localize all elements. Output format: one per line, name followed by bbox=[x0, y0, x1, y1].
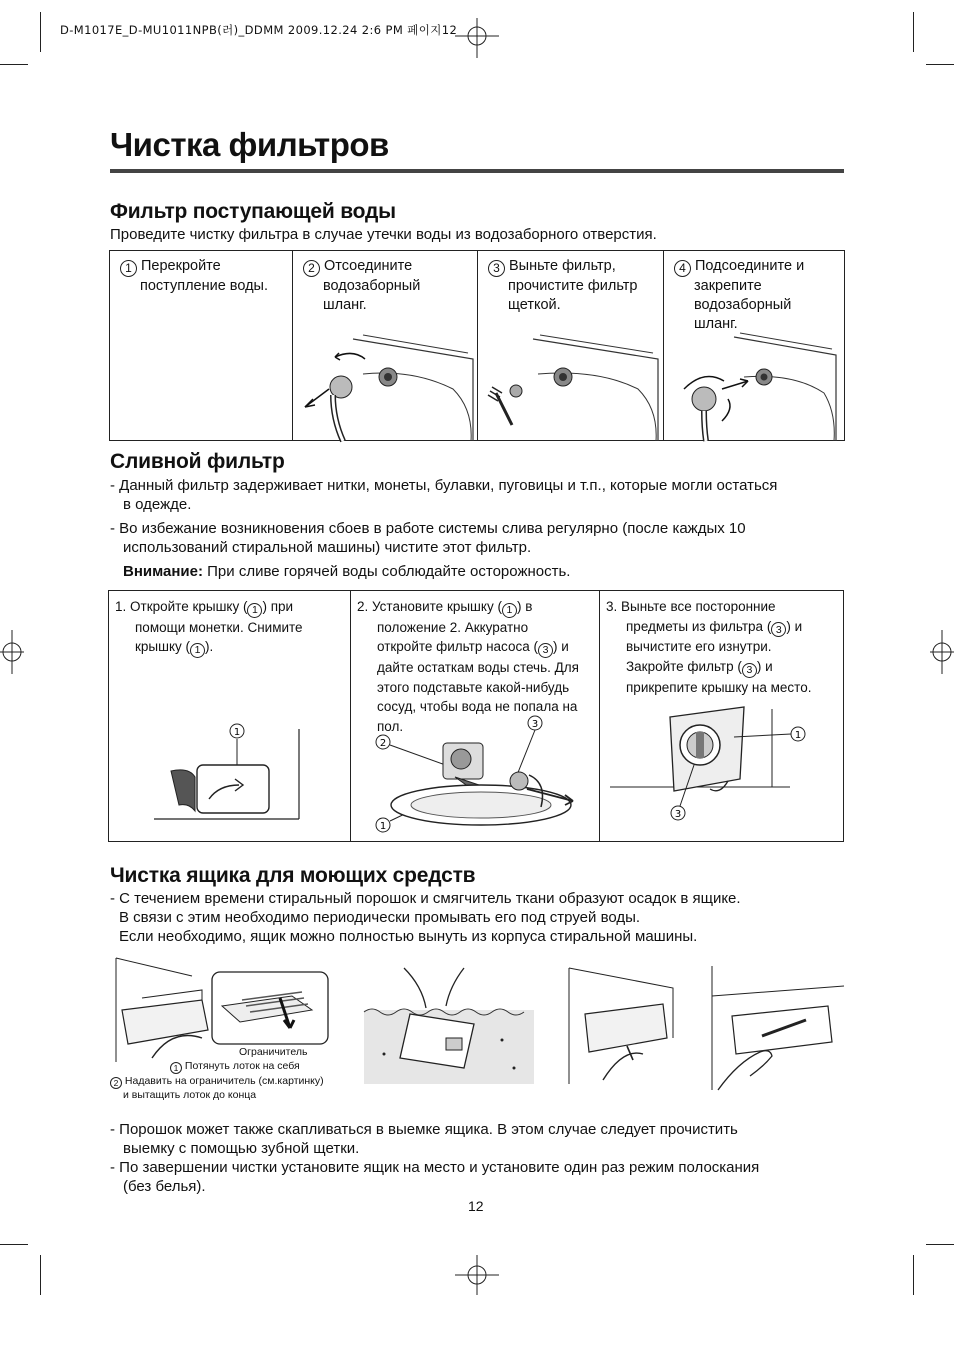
inlet-step-3 bbox=[478, 251, 664, 440]
caption-text: и вытащить лоток до конца bbox=[123, 1089, 257, 1102]
svg-text:1: 1 bbox=[233, 727, 241, 738]
hose-reconnect-illustration bbox=[664, 329, 844, 441]
svg-text:2: 2 bbox=[379, 738, 387, 749]
registration-mark-icon bbox=[930, 630, 954, 674]
step-text: прочистите фильтр bbox=[508, 277, 638, 294]
open-cover-illustration bbox=[109, 719, 351, 841]
drawer-brush-illustration bbox=[708, 966, 844, 1090]
clean-filter-illustration bbox=[600, 699, 843, 843]
hose-disconnect-illustration bbox=[293, 329, 478, 441]
caption-press-limiter bbox=[110, 1075, 324, 1102]
step-text: крышку ( bbox=[135, 639, 191, 655]
inlet-step-2 bbox=[293, 251, 478, 440]
registration-mark-icon bbox=[0, 630, 24, 674]
body-text: (без белья). bbox=[123, 1178, 206, 1195]
inlet-filter-intro: Проведите чистку фильтра в случае утечки воды из водозаборного отверстия. bbox=[110, 226, 657, 243]
page-number: 12 bbox=[468, 1198, 484, 1214]
crop-mark bbox=[913, 12, 914, 52]
inlet-steps-table bbox=[109, 250, 845, 441]
marker: 1 bbox=[170, 1062, 182, 1074]
step-text: Подсоедините и bbox=[695, 258, 805, 274]
drain-step-1 bbox=[109, 591, 351, 841]
caution-label: Внимание: bbox=[123, 563, 203, 580]
step-text: предметы из фильтра ( bbox=[626, 618, 772, 634]
body-text: В связи с этим необходимо периодически промывать его под струей воды. bbox=[119, 909, 641, 926]
drain-steps-table bbox=[108, 590, 844, 842]
step-text: ) при bbox=[262, 599, 294, 614]
body-text: выемку с помощью зубной щетки. bbox=[123, 1140, 360, 1157]
drawer-washing-illustration bbox=[364, 968, 534, 1084]
step-text: сосуд, чтобы вода не попала на bbox=[377, 699, 578, 714]
inlet-filter-heading: Фильтр поступающей воды bbox=[110, 200, 396, 223]
crop-mark bbox=[926, 1244, 954, 1245]
step-text: ) в bbox=[516, 599, 533, 614]
step-text: Отсоедините bbox=[324, 258, 413, 274]
step-text: водозаборный bbox=[323, 277, 421, 294]
crop-mark bbox=[913, 1255, 914, 1295]
step-text: шланг. bbox=[694, 315, 738, 332]
marker: 2 bbox=[110, 1077, 122, 1089]
bullet-text: - Во избежание возникновения сбоев в работе системы слива регулярно (после каждых 10 bbox=[110, 520, 746, 537]
detergent-intro bbox=[110, 889, 741, 946]
body-text: - С течением времени стиральный порошок и смягчитель ткани образуют осадок в ящике. bbox=[110, 890, 741, 907]
body-text: - Порошок может также скапливаться в выемке ящика. В этом случае следует прочистить bbox=[110, 1121, 738, 1138]
step-text: 1. Откройте крышку ( bbox=[115, 599, 248, 614]
body-text: - По завершении чистки установите ящик на место и установите один раз режим полоскания bbox=[110, 1159, 760, 1176]
step-text: помощи монетки. Снимите bbox=[135, 619, 303, 635]
marker: 1 bbox=[190, 643, 205, 658]
caption-text: Надавить на ограничитель (см.картинку) bbox=[124, 1075, 324, 1087]
marker: 3 bbox=[538, 643, 553, 658]
step-text: 3. Выньте все посторонние bbox=[606, 599, 776, 614]
step-text: Выньте фильтр, bbox=[509, 258, 616, 274]
bullet-text: в одежде. bbox=[123, 496, 192, 513]
detergent-tail-1 bbox=[110, 1120, 738, 1158]
step-text: ). bbox=[205, 639, 214, 655]
drawer-removed-illustration bbox=[563, 968, 683, 1084]
step-text: Перекройте bbox=[141, 258, 221, 274]
marker: 3 bbox=[771, 622, 786, 637]
detergent-heading: Чистка ящика для моющих средств bbox=[110, 864, 476, 887]
step-text: ) и bbox=[756, 658, 773, 674]
step-text: положение 2. Аккуратно bbox=[377, 619, 529, 635]
inlet-step-1 bbox=[110, 251, 293, 440]
drain-step-3 bbox=[600, 591, 843, 841]
drain-bullet-2 bbox=[110, 519, 746, 557]
crop-mark bbox=[40, 1255, 41, 1295]
detergent-tail-2 bbox=[110, 1158, 759, 1196]
title-rule bbox=[110, 169, 844, 173]
marker: 1 bbox=[502, 603, 517, 618]
drain-water-illustration bbox=[351, 715, 600, 843]
body-text: Если необходимо, ящик можно полностью вынуть из корпуса стиральной машины. bbox=[119, 928, 698, 945]
drain-filter-heading: Сливной фильтр bbox=[110, 450, 285, 473]
step-text: шланг. bbox=[323, 296, 367, 313]
svg-text:3: 3 bbox=[531, 719, 539, 730]
drain-bullet-1 bbox=[110, 476, 777, 514]
step-text: 2. Установите крышку ( bbox=[357, 599, 502, 614]
drain-caution bbox=[123, 562, 570, 581]
step-text: пол. bbox=[377, 718, 404, 734]
step-text: откройте фильтр насоса ( bbox=[377, 639, 538, 655]
step-number: 4 bbox=[674, 260, 691, 277]
caption-pull-tray bbox=[170, 1060, 300, 1074]
step-text: закрепите bbox=[694, 277, 762, 294]
marker: 3 bbox=[742, 663, 757, 678]
step-text: ) и bbox=[552, 639, 569, 655]
crop-mark bbox=[926, 64, 954, 65]
caption-limiter: Ограничитель bbox=[239, 1046, 308, 1058]
brush-filter-illustration bbox=[478, 329, 664, 441]
step-text: этого подставьте какой-нибудь bbox=[377, 679, 570, 695]
step-text: прикрепите крышку на место. bbox=[626, 679, 812, 695]
step-text: щеткой. bbox=[508, 296, 561, 313]
crop-mark bbox=[0, 1244, 28, 1245]
step-text: Закройте фильтр ( bbox=[626, 658, 742, 674]
step-text: водозаборный bbox=[694, 296, 792, 313]
svg-text:1: 1 bbox=[794, 730, 802, 741]
step-text: дайте остаткам воды стечь. Для bbox=[377, 660, 579, 675]
print-header: D-M1017E_D-MU1011NPB(러)_DDMM 2009.12.24 2:6 PM 페이지12 bbox=[60, 23, 458, 37]
registration-mark-icon bbox=[455, 18, 499, 58]
svg-text:3: 3 bbox=[674, 809, 682, 820]
step-text: ) и bbox=[786, 618, 803, 634]
page-title: Чистка фильтров bbox=[110, 126, 389, 163]
step-text: поступление воды. bbox=[140, 277, 268, 294]
drain-step-2 bbox=[351, 591, 600, 841]
crop-mark bbox=[40, 12, 41, 52]
step-number: 3 bbox=[488, 260, 505, 277]
inlet-step-4 bbox=[664, 251, 844, 440]
bullet-text: использований стиральной машины) чистите этот фильтр. bbox=[123, 539, 532, 556]
crop-mark bbox=[0, 64, 28, 65]
marker: 1 bbox=[247, 603, 262, 618]
step-text: вычистите его изнутри. bbox=[626, 639, 772, 655]
step-number: 2 bbox=[303, 260, 320, 277]
caption-text: Потянуть лоток на себя bbox=[184, 1060, 300, 1072]
step-number: 1 bbox=[120, 260, 137, 277]
bullet-text: - Данный фильтр задерживает нитки, монеты, булавки, пуговицы и т.п., которые могли остаться bbox=[110, 477, 778, 494]
svg-text:1: 1 bbox=[379, 821, 387, 832]
caution-text: При сливе горячей воды соблюдайте осторожность. bbox=[202, 563, 571, 580]
registration-mark-icon bbox=[455, 1255, 499, 1295]
